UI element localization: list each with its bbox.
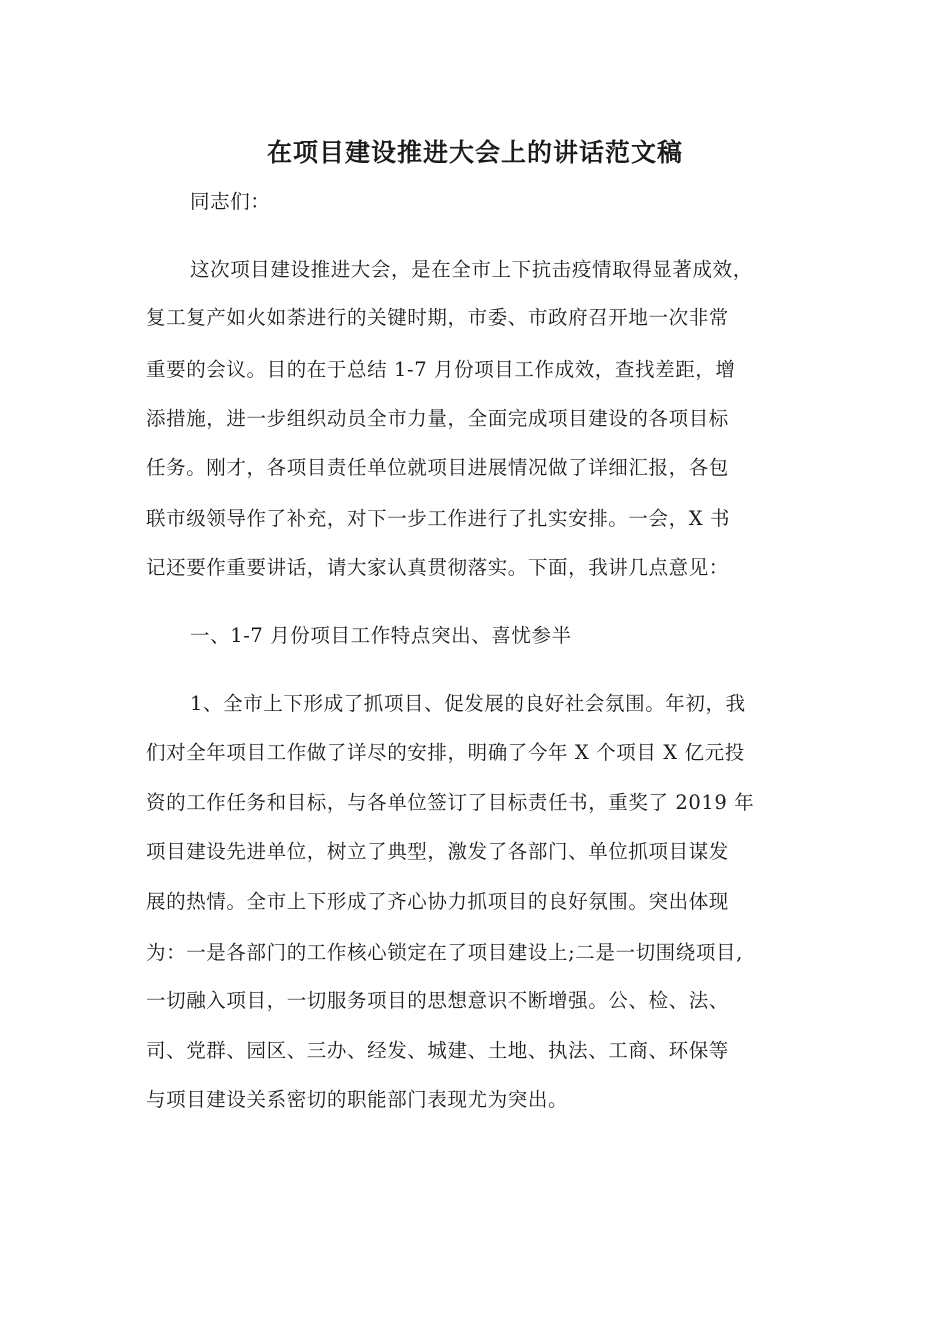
paragraph-line: 添措施，进一步组织动员全市力量，全面完成项目建设的各项目标: [146, 407, 729, 430]
paragraph-line: 展的热情。全市上下形成了齐心协力抓项目的良好氛围。突出体现: [146, 890, 729, 913]
paragraph-line: 为：一是各部门的工作核心锁定在了项目建设上;二是一切围绕项目,: [146, 941, 743, 964]
paragraph-line: 司、党群、园区、三办、经发、城建、土地、执法、工商、环保等: [146, 1039, 729, 1062]
paragraph-line: 们对全年项目工作做了详尽的安排，明确了今年 X 个项目 X 亿元投: [146, 741, 745, 764]
paragraph-line: 与项目建设关系密切的职能部门表现尤为突出。: [146, 1088, 569, 1111]
paragraph-line: 任务。刚才，各项目责任单位就项目进展情况做了详细汇报，各包: [146, 456, 729, 479]
paragraph-line: 一切融入项目，一切服务项目的思想意识不断增强。公、检、法、: [146, 989, 729, 1012]
paragraph-line: 复工复产如火如荼进行的关键时期，市委、市政府召开地一次非常: [146, 306, 729, 329]
section-heading: 一、1-7 月份项目工作特点突出、喜忧参半: [190, 624, 572, 647]
paragraph-line: 重要的会议。目的在于总结 1-7 月份项目工作成效，查找差距，增: [146, 358, 736, 381]
paragraph-line: 资的工作任务和目标，与各单位签订了目标责任书，重奖了 2019 年: [146, 791, 755, 814]
salutation: 同志们：: [190, 190, 271, 213]
document-title: 在项目建设推进大会上的讲话范文稿: [266, 138, 683, 167]
paragraph-line: 联市级领导作了补充，对下一步工作进行了扎实安排。一会，X 书: [146, 507, 731, 530]
paragraph-line: 1、全市上下形成了抓项目、促发展的良好社会氛围。年初，我: [190, 692, 746, 715]
paragraph-line: 记还要作重要讲话，请大家认真贯彻落实。下面，我讲几点意见：: [146, 556, 729, 579]
paragraph-line: 项目建设先进单位，树立了典型，激发了各部门、单位抓项目谋发: [146, 840, 729, 863]
paragraph-line: 这次项目建设推进大会，是在全市上下抗击疫情取得显著成效，: [190, 258, 753, 281]
